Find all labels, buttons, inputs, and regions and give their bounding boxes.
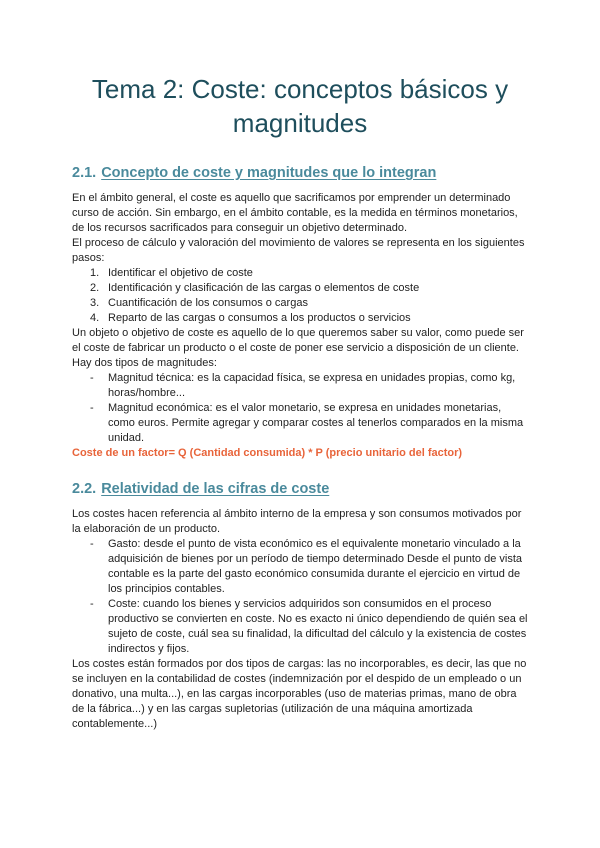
list-item-text: Identificación y clasificación de las cargas o elementos de coste — [108, 282, 420, 294]
page-title: Tema 2: Coste: conceptos básicos y magnitudes — [91, 74, 509, 138]
paragraph-tipos-cargas: Los costes están formados por dos tipos de cargas: las no incorporables, es decir, las que no se incluyen en la contabilidad de costes (indemnización por el despido de un empleado o un donativo, una multa...), en las cargas incorporables (uso de materias primas, mano de obra de la fábrica...) y en las cargas supletorias (utilización de una máquina amortizada contablemente...) — [72, 658, 527, 730]
section-number: 2.2. — [72, 481, 97, 497]
paragraph-objeto-coste: Un objeto o objetivo de coste es aquello de lo que queremos saber su valor, como puede ser el coste de fabricar un producto o el coste de poner ese servicio a disposición de un cliente. — [72, 327, 524, 354]
magnitudes-list — [72, 371, 528, 446]
gasto-coste-list — [72, 537, 528, 657]
list-item — [72, 401, 528, 446]
list-item-text: Identificar el objetivo de coste — [108, 267, 253, 279]
list-item — [72, 597, 528, 657]
list-marker: - — [90, 372, 94, 384]
list-item-text: Gasto: desde el punto de vista económico es el equivalente monetario vinculado a la adquisición de bienes por un período de tiempo determinado Desde el punto de vista contable es la parte del gasto económico consumida durante el ejercicio en virtud de los principios contables. — [108, 538, 522, 595]
list-marker: 3. — [90, 297, 100, 309]
list-item-text: Coste: cuando los bienes y servicios adquiridos son consumidos en el proceso productivo se convierten en coste. No es exacto ni único dependiendo de quién sea el sujeto de coste, cuál sea su finalidad, la dificultad del cálculo y la existencia de costes indirectos y fijos. — [108, 598, 528, 655]
list-item-text: Reparto de las cargas o consumos a los productos o servicios — [108, 312, 411, 324]
list-item-text: Magnitud técnica: es la capacidad física, se expresa en unidades propias, como kg, horas/hombre... — [108, 372, 516, 399]
list-marker: 1. — [90, 267, 100, 279]
section-heading-2-2 — [72, 481, 528, 497]
list-marker: - — [90, 538, 94, 550]
section-heading-text: Relatividad de las cifras de coste — [101, 481, 330, 497]
formula-coste-factor: Coste de un factor= Q (Cantidad consumida) * P (precio unitario del factor) — [72, 447, 463, 459]
list-marker: 4. — [90, 312, 100, 324]
list-item-text: Magnitud económica: es el valor monetario, se expresa en unidades monetarias, como euros. Permite agregar y comparar costes al tenerlos comparados en la misma unidad. — [108, 402, 524, 444]
section-heading-2-1 — [72, 165, 528, 181]
list-marker: - — [90, 402, 94, 414]
paragraph-proceso-calculo: El proceso de cálculo y valoración del movimiento de valores se representa en los siguientes pasos: — [72, 237, 525, 264]
list-item — [72, 296, 528, 311]
list-item — [72, 266, 528, 281]
steps-list — [72, 266, 528, 326]
list-item — [72, 281, 528, 296]
list-marker: - — [90, 598, 94, 610]
paragraph-tipos-magnitudes: Hay dos tipos de magnitudes: — [72, 357, 217, 369]
list-item — [72, 311, 528, 326]
list-item — [72, 371, 528, 401]
list-marker: 2. — [90, 282, 100, 294]
section-heading-text: Concepto de coste y magnitudes que lo integran — [101, 165, 437, 181]
paragraph-costes-referencia: Los costes hacen referencia al ámbito interno de la empresa y son consumos motivados por la elaboración de un producto. — [72, 508, 522, 535]
list-item — [72, 537, 528, 597]
list-item-text: Cuantificación de los consumos o cargas — [108, 297, 308, 309]
section-number: 2.1. — [72, 165, 97, 181]
paragraph-coste-definicion: En el ámbito general, el coste es aquello que sacrificamos por emprender un determinado curso de acción. Sin embargo, en el ámbito contable, es la medida en términos monetarios, de los recursos sacrificados para conseguir un objetivo determinado. — [72, 192, 518, 234]
